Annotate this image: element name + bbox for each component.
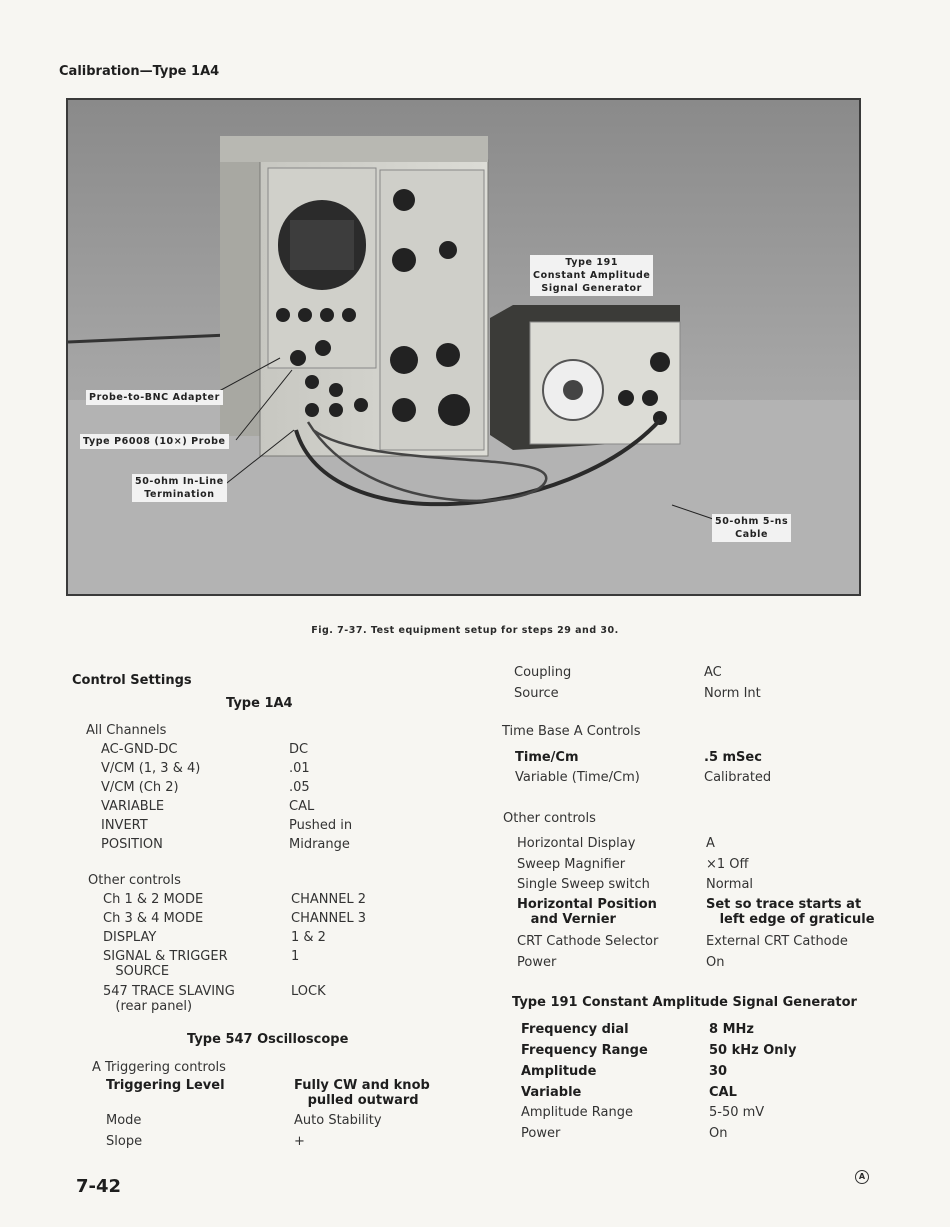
coupling-setting-value: Norm Int (704, 686, 761, 701)
timebase-setting-value: .5 mSec (704, 750, 762, 765)
display-setting-label: Single Sweep switch (517, 877, 650, 892)
channel-setting-label: AC-GND-DC (101, 742, 178, 757)
display-setting-label: Horizontal Display (517, 836, 636, 851)
coupling-setting-label: Coupling (514, 665, 572, 680)
generator-setting-label: Power (521, 1126, 561, 1141)
channel-setting-value: DC (289, 742, 309, 757)
other-setting-value: 1 (291, 949, 300, 964)
oscilloscope-graphic (220, 136, 488, 456)
generator-setting-value: CAL (709, 1085, 737, 1100)
all-channels-label: All Channels (86, 723, 167, 738)
display-setting-value: Set so trace starts at left edge of graticule (706, 897, 875, 927)
coupling-setting-label: Source (514, 686, 559, 701)
timebase-label: Time Base A Controls (502, 724, 641, 739)
channel-setting-value: CAL (289, 799, 315, 814)
display-setting-label: Power (517, 955, 557, 970)
type-191-heading: Type 191 Constant Amplitude Signal Generator (512, 995, 857, 1010)
revision-mark: A (855, 1170, 869, 1184)
generator-setting-label: Frequency dial (521, 1022, 629, 1037)
generator-setting-value: 5-50 mV (709, 1105, 765, 1120)
other-controls-label: Other controls (88, 873, 181, 888)
trigger-setting-label: Mode (106, 1113, 142, 1128)
display-setting-value: A (706, 836, 715, 851)
coupling-setting-value: AC (704, 665, 722, 680)
page-number: 7-42 (76, 1176, 122, 1197)
type-547-heading: Type 547 Oscilloscope (187, 1032, 349, 1047)
display-setting-value: External CRT Cathode (706, 934, 848, 949)
other-setting-label: Ch 3 & 4 MODE (103, 911, 204, 926)
channel-setting-label: POSITION (101, 837, 163, 852)
generator-callout: Type 191 Constant Amplitude Signal Generator (530, 255, 653, 296)
display-setting-label: Sweep Magnifier (517, 857, 626, 872)
trigger-setting-label: Triggering Level (106, 1078, 225, 1093)
timebase-setting-value: Calibrated (704, 770, 772, 785)
generator-setting-label: Variable (521, 1085, 582, 1100)
generator-setting-value: On (709, 1126, 728, 1141)
other-setting-value: CHANNEL 3 (291, 911, 367, 926)
triggering-label: A Triggering controls (92, 1060, 226, 1075)
generator-setting-value: 30 (709, 1064, 728, 1079)
generator-setting-label: Amplitude (521, 1064, 597, 1079)
channel-setting-value: Pushed in (289, 818, 353, 833)
channel-setting-value: .01 (289, 761, 310, 776)
trigger-setting-value: + (294, 1134, 305, 1149)
other-setting-label: Ch 1 & 2 MODE (103, 892, 204, 907)
trigger-setting-value: Auto Stability (294, 1113, 382, 1128)
other-setting-label: SIGNAL & TRIGGER SOURCE (103, 949, 228, 979)
channel-setting-label: INVERT (101, 818, 148, 833)
figure-caption: Fig. 7-37. Test equipment setup for steps 29 and 30. (311, 625, 619, 636)
other-setting-label: 547 TRACE SLAVING (rear panel) (103, 984, 235, 1014)
display-setting-value: Normal (706, 877, 754, 892)
channel-setting-label: V/CM (1, 3 & 4) (101, 761, 201, 776)
timebase-setting-label: Time/Cm (515, 750, 579, 765)
display-setting-value: On (706, 955, 725, 970)
control-settings-heading: Control Settings (72, 673, 192, 688)
channel-setting-label: V/CM (Ch 2) (101, 780, 179, 795)
cable-callout: 50-ohm 5-ns Cable (712, 514, 791, 542)
generator-setting-label: Frequency Range (521, 1043, 648, 1058)
type-1a4-heading: Type 1A4 (226, 696, 293, 711)
other-setting-value: CHANNEL 2 (291, 892, 367, 907)
other-setting-value: 1 & 2 (291, 930, 326, 945)
channel-setting-label: VARIABLE (101, 799, 165, 814)
timebase-setting-label: Variable (Time/Cm) (515, 770, 640, 785)
other-setting-value: LOCK (291, 984, 326, 999)
display-setting-label: CRT Cathode Selector (517, 934, 659, 949)
termination-callout: 50-ohm In-Line Termination (132, 474, 227, 502)
channel-setting-value: .05 (289, 780, 310, 795)
display-setting-value: ×1 Off (706, 857, 749, 872)
generator-setting-value: 50 kHz Only (709, 1043, 797, 1058)
trigger-setting-label: Slope (106, 1134, 143, 1149)
page-header: Calibration—Type 1A4 (59, 64, 220, 79)
channel-setting-value: Midrange (289, 837, 350, 852)
generator-setting-value: 8 MHz (709, 1022, 754, 1037)
probe-callout: Type P6008 (10×) Probe (80, 434, 229, 449)
other-setting-label: DISPLAY (103, 930, 157, 945)
display-setting-label: Horizontal Position and Vernier (517, 897, 657, 927)
other-controls-label-right: Other controls (503, 811, 596, 826)
equipment-photo (66, 98, 861, 596)
adapter-callout: Probe-to-BNC Adapter (86, 390, 223, 405)
generator-setting-label: Amplitude Range (521, 1105, 633, 1120)
trigger-setting-value: Fully CW and knob pulled outward (294, 1078, 430, 1108)
